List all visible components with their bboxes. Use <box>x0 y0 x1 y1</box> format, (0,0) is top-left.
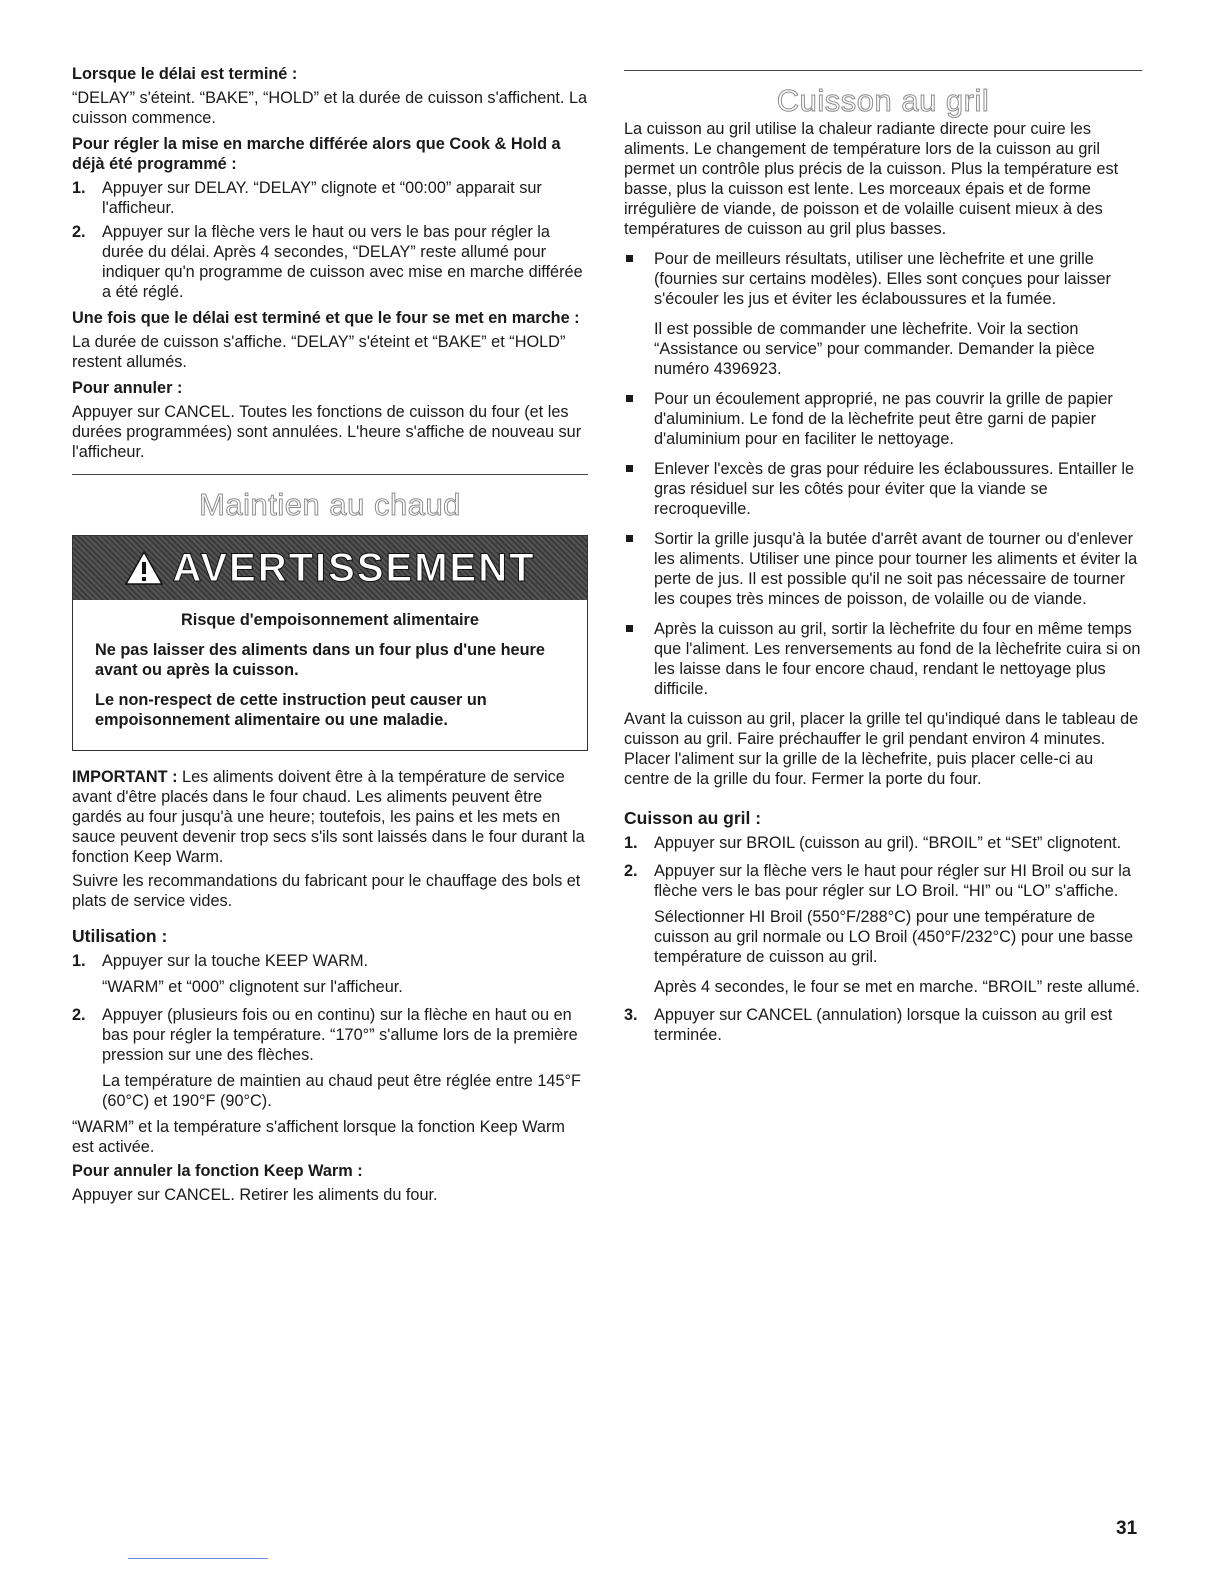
warning-subtitle: Risque d'empoisonnement alimentaire <box>181 611 479 629</box>
list-item: 2. Appuyer sur la flèche vers le haut pour régler sur HI Broil ou sur la flèche vers le bas pour régler sur LO Broil. “HI” ou “LO” s'affiche. Sélectionner HI Broil (550°F/288°C) pour une température de cuisson au gril normale ou LO Broil (450°F/232°C) pour une basse température de cuisson au gril. Après 4 secondes, le four se met en marche. “BROIL” reste allumé. <box>624 862 1140 996</box>
use-heading: Utilisation : <box>72 926 168 946</box>
section-divider <box>72 474 588 475</box>
warning-line-1: Ne pas laisser des aliments dans un four plus d'une heure avant ou après la cuisson. <box>95 641 545 679</box>
list-item: 2. Appuyer (plusieurs fois ou en continu) sur la flèche en haut ou en bas pour régler la température. “170°” s'allume lors de la première pression sur une des flèches. La température de maintien au chaud peut être réglée entre 145°F (60°C) et 190°F (90°C). <box>72 1006 581 1110</box>
bullet-icon <box>626 395 633 402</box>
footer-line <box>128 1558 268 1559</box>
list-item: Après la cuisson au gril, sortir la lèchefrite du four en même temps que l'aliment. Les renversements au fond de la lèchefrite cuira si on les laisse dans le four encore chaud, rendant le nettoyage plus difficile. <box>624 619 1142 699</box>
warning-box <box>72 535 588 751</box>
oven-start-heading: Une fois que le délai est terminé et que le four se met en marche : <box>72 309 580 327</box>
list-item: 2. Appuyer sur la flèche vers le haut ou vers le bas pour régler la durée du délai. Après 4 secondes, “DELAY” reste allumé pour indiquer qu'n programme de cuisson avec mise en marche différée a été réglé. <box>72 223 583 301</box>
list-item: 1. Appuyer sur la touche KEEP WARM. “WARM” et “000” clignotent sur l'afficheur. <box>72 952 403 996</box>
bullet-icon <box>626 255 633 262</box>
bullet-icon <box>626 625 633 632</box>
list-item: Enlever l'excès de gras pour réduire les éclaboussures. Entailler le gras résiduel sur les côtés pour éviter que la viande se recroqueville. <box>624 459 1142 519</box>
warm-display-text: “WARM” et la température s'affichent lorsque la fonction Keep Warm est activée. <box>72 1118 565 1156</box>
important-paragraph: IMPORTANT : Les aliments doivent être à la température de service avant d'être placés dans le four chaud. Les aliments peuvent être gardés au four jusqu'à une heure; toutefois, les pains et les mets en sauce peuvent devenir trop secs s'ils sont laissés dans le four durant la fonction Keep Warm. <box>72 768 585 866</box>
list-item: 1. Appuyer sur DELAY. “DELAY” clignote et “00:00” apparait sur l'afficheur. <box>72 179 542 217</box>
before-broil-text: Avant la cuisson au gril, placer la grille tel qu'indiqué dans le tableau de cuisson au gril. Faire préchauffer le gril pendant environ 4 minutes. Placer l'aliment sur la grille de la lèchefrite, puis placer celle-ci au centre de la grille du four. Fermer la porte du four. <box>624 710 1139 788</box>
broil-intro: La cuisson au gril utilise la chaleur radiante directe pour cuire les aliments. Le changement de température lors de la cuisson au gril permet un contrôle plus précis de la cuisson. Plus la température est basse, plus la cuisson est lente. Les morceaux épais et de forme irrégulière de viande, de poisson et de volaille cuisent mieux à des températures de cuisson au gril plus basses. <box>624 120 1119 238</box>
broil-tips <box>624 249 1142 699</box>
list-item: Pour un écoulement approprié, ne pas couvrir la grille de papier d'aluminium. Le fond de la lèchefrite peut être garni de papier d'aluminium pour en faciliter le nettoyage. <box>624 389 1142 449</box>
broil-section-title: Cuisson au gril <box>776 83 990 118</box>
list-item: Pour de meilleurs résultats, utiliser une lèchefrite et une grille (fournies sur certains modèles). Elles sont conçues pour laisser s'écouler les jus et éviter les éclaboussures et la fumée. Il est possible de commander une lèchefrite. Voir la section “Assistance ou service” pour commander. Demander la pièce numéro 4396923. <box>624 249 1142 379</box>
keepwarm-section-title: Maintien au chaud <box>199 487 461 522</box>
right-column <box>624 70 1142 1045</box>
bullet-icon <box>626 535 633 542</box>
cancel-heading: Pour annuler : <box>72 379 183 397</box>
cancel-keepwarm-text: Appuyer sur CANCEL. Retirer les aliments du four. <box>72 1186 438 1204</box>
cookhold-heading: Pour régler la mise en marche différée alors que Cook & Hold a déjà été programmé : <box>72 135 561 173</box>
left-column <box>72 64 588 1205</box>
delay-done-heading: Lorsque le délai est terminé : <box>72 65 298 83</box>
warning-line-2: Le non-respect de cette instruction peut causer un empoisonnement alimentaire ou une maladie. <box>95 691 487 729</box>
bullet-icon <box>626 465 633 472</box>
list-item: 1. Appuyer sur BROIL (cuisson au gril). “BROIL” et “SEt” clignotent. <box>624 834 1122 852</box>
warning-banner <box>73 536 587 600</box>
section-divider <box>624 70 1142 71</box>
warning-triangle-icon <box>124 550 164 586</box>
broil-steps <box>624 833 1142 1045</box>
list-item: 3. Appuyer sur CANCEL (annulation) lorsque la cuisson au gril est terminée. <box>624 1006 1113 1044</box>
oven-start-text: La durée de cuisson s'affiche. “DELAY” s'éteint et “BAKE” et “HOLD” restent allumés. <box>72 333 566 371</box>
use-steps <box>72 951 588 1111</box>
delay-done-text: “DELAY” s'éteint. “BAKE”, “HOLD” et la durée de cuisson s'affichent. La cuisson commence. <box>72 89 588 127</box>
list-item: Sortir la grille jusqu'à la butée d'arrêt avant de tourner ou d'enlever les aliments. Utiliser une pince pour tourner les aliments et éviter la perte de jus. Il est possible qu'il ne soit pas nécessaire de tourner les coupes très minces de poisson, de volaille ou de viande. <box>624 529 1142 609</box>
cookhold-steps <box>72 178 588 302</box>
page-number: 31 <box>1116 1518 1138 1539</box>
follow-text: Suivre les recommandations du fabricant pour le chauffage des bols et plats de service vides. <box>72 872 581 910</box>
cancel-text: Appuyer sur CANCEL. Toutes les fonctions de cuisson du four (et les durées programmées) sont annulées. L'heure s'affiche de nouveau sur l'afficheur. <box>72 403 582 461</box>
warning-word: AVERTISSEMENT <box>172 545 536 590</box>
cancel-keepwarm-heading: Pour annuler la fonction Keep Warm : <box>72 1162 363 1180</box>
broil-heading: Cuisson au gril : <box>624 808 762 828</box>
